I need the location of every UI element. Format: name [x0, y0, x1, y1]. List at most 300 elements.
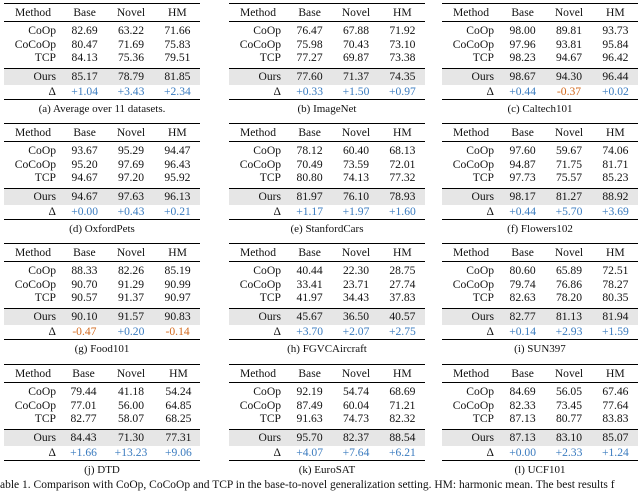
score-cell: 23.71 [342, 277, 370, 291]
score-cell: 79.51 [164, 51, 191, 65]
delta-cell: +5.70 [545, 205, 593, 220]
column-header: Novel [107, 124, 155, 142]
score-cell: 37.83 [389, 291, 416, 305]
method-name: Ours [229, 68, 287, 85]
ours-row [4, 68, 200, 85]
score-cell: 67.88 [342, 24, 370, 38]
score-cell: 82.63 [509, 291, 536, 305]
score-cell: 77.64 [602, 398, 629, 412]
score-cell: 94.47 [164, 144, 191, 158]
results-panel [442, 3, 638, 117]
score-cell: 68.25 [165, 412, 192, 426]
results-table [442, 364, 638, 461]
score-cell: 60.04 [342, 398, 370, 412]
baseline-row [229, 142, 425, 158]
score-cell: 87.13 [500, 429, 545, 446]
header-row [4, 4, 200, 22]
header-row [442, 124, 638, 142]
baseline-row [442, 38, 638, 52]
score-cell: 81.97 [287, 188, 332, 205]
score-cell: 91.37 [117, 291, 145, 305]
score-cell: 79.44 [70, 385, 97, 399]
delta-cell: +0.21 [155, 205, 200, 220]
results-table [4, 123, 200, 220]
column-header: Method [4, 4, 62, 22]
score-cell: 73.45 [555, 398, 583, 412]
delta-cell: +1.04 [62, 85, 107, 100]
ours-row [442, 188, 638, 205]
method-name: CoCoOp [14, 157, 56, 171]
results-table [4, 243, 200, 340]
header-row [229, 124, 425, 142]
baseline-row [442, 171, 638, 188]
delta-cell: +0.00 [62, 205, 107, 220]
delta-row [442, 325, 638, 340]
score-cell: 91.63 [296, 412, 323, 426]
header-row [442, 244, 638, 262]
score-cell: 89.81 [555, 24, 583, 38]
delta-label: Δ [4, 205, 62, 220]
score-cell: 75.83 [164, 37, 191, 51]
baseline-row [4, 383, 200, 399]
method-name: TCP [472, 51, 494, 65]
score-cell: 85.23 [602, 171, 629, 185]
column-header: HM [155, 244, 200, 262]
baseline-row [4, 171, 200, 188]
score-cell: 98.67 [500, 68, 545, 85]
score-cell: 85.19 [164, 264, 191, 278]
column-header: Base [500, 244, 545, 262]
baseline-row [229, 412, 425, 429]
column-header: Base [287, 4, 332, 22]
column-header: HM [155, 124, 200, 142]
column-header: Method [442, 244, 500, 262]
score-cell: 85.17 [62, 68, 107, 85]
method-name: TCP [472, 171, 494, 185]
method-name: CoCoOp [239, 37, 281, 51]
delta-label: Δ [442, 325, 500, 340]
score-cell: 90.83 [155, 308, 200, 325]
score-cell: 88.33 [71, 264, 98, 278]
column-header: Novel [332, 4, 380, 22]
column-header: Method [4, 365, 62, 383]
score-cell: 56.05 [555, 385, 583, 399]
method-name: Ours [4, 429, 62, 446]
column-header: Method [229, 4, 287, 22]
score-cell: 68.13 [389, 144, 416, 158]
score-cell: 79.74 [509, 277, 536, 291]
delta-cell: +2.07 [332, 325, 380, 340]
method-name: Ours [4, 68, 62, 85]
column-header: HM [157, 365, 200, 383]
delta-cell: +3.70 [287, 325, 332, 340]
score-cell: 82.69 [71, 24, 98, 38]
method-name: Ours [229, 188, 287, 205]
delta-cell: +2.34 [155, 85, 200, 100]
delta-cell: +0.33 [287, 85, 332, 100]
delta-cell: +0.97 [380, 85, 425, 100]
method-name: CoCoOp [239, 277, 281, 291]
column-header: HM [380, 124, 425, 142]
panel-caption: (f) Flowers102 [507, 222, 573, 235]
panel-caption: (l) UCF101 [514, 463, 566, 476]
baseline-row [229, 158, 425, 172]
delta-cell: +3.69 [593, 205, 638, 220]
delta-label: Δ [442, 85, 500, 100]
baseline-row [4, 22, 200, 38]
method-name: CoCoOp [14, 398, 56, 412]
method-name: CoOp [466, 264, 494, 278]
delta-cell: +0.43 [107, 205, 155, 220]
score-cell: 97.73 [509, 171, 536, 185]
baseline-row [4, 262, 200, 278]
ours-row [229, 188, 425, 205]
column-header: HM [380, 4, 425, 22]
score-cell: 27.74 [389, 277, 416, 291]
method-name: CoCoOp [14, 37, 56, 51]
method-name: CoCoOp [452, 277, 494, 291]
score-cell: 71.92 [389, 24, 416, 38]
score-cell: 84.13 [71, 51, 98, 65]
delta-label: Δ [229, 85, 287, 100]
delta-row [229, 325, 425, 340]
baseline-row [442, 291, 638, 308]
score-cell: 40.44 [296, 264, 323, 278]
delta-label: Δ [4, 325, 62, 340]
score-cell: 94.87 [509, 157, 536, 171]
score-cell: 65.89 [555, 264, 583, 278]
header-row [442, 4, 638, 22]
baseline-row [229, 383, 425, 399]
score-cell: 94.67 [555, 51, 583, 65]
score-cell: 40.57 [380, 308, 425, 325]
panel-caption: (b) ImageNet [297, 102, 357, 115]
method-name: Ours [442, 68, 500, 85]
header-row [4, 365, 200, 383]
method-name: CoOp [466, 385, 494, 399]
score-cell: 83.10 [545, 429, 593, 446]
delta-cell: +7.64 [332, 446, 380, 461]
baseline-row [4, 38, 200, 52]
ours-row [229, 68, 425, 85]
results-panel [442, 123, 638, 237]
delta-label: Δ [442, 205, 500, 220]
baseline-row [442, 51, 638, 68]
method-name: TCP [34, 171, 56, 185]
method-name: CoOp [28, 144, 56, 158]
results-table [442, 123, 638, 220]
method-name: CoCoOp [452, 37, 494, 51]
score-cell: 45.67 [287, 308, 332, 325]
score-cell: 97.20 [117, 171, 145, 185]
results-panel [4, 364, 200, 478]
delta-cell: +2.75 [380, 325, 425, 340]
baseline-row [229, 38, 425, 52]
method-name: Ours [229, 429, 287, 446]
delta-cell: +1.59 [593, 325, 638, 340]
score-cell: 95.84 [602, 37, 629, 51]
score-cell: 94.67 [71, 171, 98, 185]
panel-caption: (e) StanfordCars [290, 222, 364, 235]
results-table [229, 243, 425, 340]
baseline-row [442, 383, 638, 399]
header-row [229, 4, 425, 22]
score-cell: 73.59 [342, 157, 370, 171]
score-cell: 74.73 [342, 412, 370, 426]
score-cell: 78.12 [296, 144, 323, 158]
delta-cell: +0.00 [500, 446, 545, 461]
baseline-row [4, 51, 200, 68]
score-cell: 82.77 [70, 412, 97, 426]
column-header: Base [500, 124, 545, 142]
column-header: Base [287, 365, 332, 383]
method-name: TCP [259, 171, 281, 185]
results-panel [229, 123, 425, 237]
score-cell: 94.30 [545, 68, 593, 85]
score-cell: 73.10 [389, 37, 416, 51]
score-cell: 97.96 [509, 37, 536, 51]
ours-row [229, 308, 425, 325]
delta-label: Δ [229, 446, 287, 461]
baseline-row [442, 22, 638, 38]
score-cell: 59.67 [555, 144, 583, 158]
score-cell: 76.47 [296, 24, 323, 38]
score-cell: 96.13 [155, 188, 200, 205]
panel-caption: (d) OxfordPets [69, 222, 135, 235]
method-name: CoCoOp [239, 157, 281, 171]
column-header: Novel [107, 244, 155, 262]
score-cell: 54.24 [165, 385, 192, 399]
method-name: CoOp [253, 24, 281, 38]
score-cell: 82.77 [500, 308, 545, 325]
score-cell: 95.92 [164, 171, 191, 185]
baseline-row [229, 399, 425, 413]
panel-caption: (h) FGVCAircraft [287, 342, 367, 355]
score-cell: 74.35 [380, 68, 425, 85]
score-cell: 83.83 [602, 412, 629, 426]
score-cell: 58.07 [117, 412, 145, 426]
baseline-row [4, 278, 200, 292]
column-header: Method [442, 365, 500, 383]
results-table [4, 364, 200, 461]
baseline-row [442, 412, 638, 429]
score-cell: 67.46 [602, 385, 629, 399]
score-cell: 80.80 [296, 171, 323, 185]
panel-caption: (g) Food101 [74, 342, 130, 355]
score-cell: 74.06 [602, 144, 629, 158]
score-cell: 80.77 [555, 412, 583, 426]
score-cell: 90.97 [164, 291, 191, 305]
score-cell: 77.32 [389, 171, 416, 185]
score-cell: 75.57 [555, 171, 583, 185]
score-cell: 82.32 [389, 412, 416, 426]
results-table [442, 3, 638, 100]
method-name: CoOp [28, 264, 56, 278]
delta-cell: +1.66 [62, 446, 105, 461]
score-cell: 87.49 [296, 398, 323, 412]
method-name: TCP [472, 291, 494, 305]
delta-cell: +0.14 [500, 325, 545, 340]
score-cell: 98.00 [509, 24, 536, 38]
delta-cell: +9.06 [157, 446, 200, 461]
score-cell: 82.37 [332, 429, 380, 446]
results-table [4, 3, 200, 100]
delta-cell: -0.37 [545, 85, 593, 100]
score-cell: 80.47 [71, 37, 98, 51]
method-name: CoOp [253, 264, 281, 278]
column-header: Method [4, 124, 62, 142]
column-header: Base [287, 244, 332, 262]
score-cell: 77.01 [70, 398, 97, 412]
table-caption: able 1. Comparison with CoOp, CoCoOp and TCP in the base-to-novel generalization setting. HM: harmonic mean. The best results f [0, 479, 615, 491]
score-cell: 34.43 [342, 291, 370, 305]
score-cell: 96.42 [602, 51, 629, 65]
score-cell: 96.43 [164, 157, 191, 171]
delta-cell: +3.43 [107, 85, 155, 100]
method-name: CoOp [253, 385, 281, 399]
results-table [442, 243, 638, 340]
baseline-row [442, 262, 638, 278]
delta-label: Δ [442, 446, 500, 461]
results-table [229, 123, 425, 220]
header-row [229, 244, 425, 262]
score-cell: 97.69 [117, 157, 145, 171]
baseline-row [442, 158, 638, 172]
column-header: Base [500, 365, 545, 383]
delta-cell: +1.24 [593, 446, 638, 461]
delta-label: Δ [229, 325, 287, 340]
method-name: TCP [34, 51, 56, 65]
score-cell: 60.40 [342, 144, 370, 158]
score-cell: 78.93 [380, 188, 425, 205]
results-panel [4, 243, 200, 357]
delta-row [4, 205, 200, 220]
delta-row [229, 205, 425, 220]
score-cell: 80.35 [602, 291, 629, 305]
ours-row [442, 429, 638, 446]
method-name: Ours [4, 188, 62, 205]
score-cell: 71.37 [332, 68, 380, 85]
header-row [229, 365, 425, 383]
delta-label: Δ [4, 85, 62, 100]
column-header: HM [593, 4, 638, 22]
column-header: Method [4, 244, 62, 262]
column-header: HM [380, 365, 425, 383]
method-name: CoOp [28, 24, 56, 38]
method-name: Ours [4, 308, 62, 325]
delta-row [229, 446, 425, 461]
score-cell: 70.49 [296, 157, 323, 171]
panel-caption: (c) Caltech101 [507, 102, 573, 115]
score-cell: 71.30 [105, 429, 157, 446]
score-cell: 88.54 [380, 429, 425, 446]
method-name: TCP [34, 412, 56, 426]
method-name: Ours [442, 308, 500, 325]
ours-row [229, 429, 425, 446]
delta-cell: +13.23 [105, 446, 157, 461]
baseline-row [229, 22, 425, 38]
score-cell: 82.33 [509, 398, 536, 412]
baseline-row [442, 278, 638, 292]
score-cell: 98.17 [500, 188, 545, 205]
score-cell: 77.31 [157, 429, 200, 446]
score-cell: 76.10 [332, 188, 380, 205]
method-name: CoCoOp [239, 398, 281, 412]
score-cell: 70.43 [342, 37, 370, 51]
column-header: Method [229, 124, 287, 142]
baseline-row [4, 291, 200, 308]
method-name: CoCoOp [14, 277, 56, 291]
results-panel [4, 123, 200, 237]
score-cell: 56.00 [117, 398, 145, 412]
method-name: Ours [442, 188, 500, 205]
results-table [229, 3, 425, 100]
score-cell: 64.85 [165, 398, 192, 412]
score-cell: 76.86 [555, 277, 583, 291]
ours-row [4, 188, 200, 205]
score-cell: 92.19 [296, 385, 323, 399]
score-cell: 90.57 [71, 291, 98, 305]
score-cell: 93.73 [602, 24, 629, 38]
column-header: Novel [105, 365, 157, 383]
score-cell: 77.27 [296, 51, 323, 65]
method-name: TCP [34, 291, 56, 305]
baseline-row [229, 51, 425, 68]
score-cell: 28.75 [389, 264, 416, 278]
delta-cell: +4.07 [287, 446, 332, 461]
score-cell: 22.30 [342, 264, 370, 278]
score-cell: 74.13 [342, 171, 370, 185]
score-cell: 85.07 [593, 429, 638, 446]
ours-row [442, 68, 638, 85]
delta-row [442, 205, 638, 220]
baseline-row [442, 399, 638, 413]
score-cell: 91.29 [117, 277, 145, 291]
column-header: Method [442, 4, 500, 22]
score-cell: 41.97 [296, 291, 323, 305]
score-cell: 90.70 [71, 277, 98, 291]
delta-cell: +0.44 [500, 205, 545, 220]
column-header: Method [229, 365, 287, 383]
results-panel [229, 3, 425, 117]
score-cell: 78.27 [602, 277, 629, 291]
score-cell: 97.60 [509, 144, 536, 158]
header-row [442, 365, 638, 383]
score-cell: 54.74 [342, 385, 370, 399]
score-cell: 68.69 [389, 385, 416, 399]
score-cell: 88.92 [593, 188, 638, 205]
score-cell: 91.57 [107, 308, 155, 325]
score-cell: 81.85 [155, 68, 200, 85]
delta-cell: +2.93 [545, 325, 593, 340]
method-name: CoCoOp [452, 157, 494, 171]
score-cell: 95.29 [117, 144, 145, 158]
panel-caption: (a) Average over 11 datasets. [38, 102, 166, 115]
score-cell: 81.71 [602, 157, 629, 171]
score-cell: 97.63 [107, 188, 155, 205]
column-header: HM [593, 365, 638, 383]
delta-cell: +6.21 [380, 446, 425, 461]
score-cell: 84.69 [509, 385, 536, 399]
score-cell: 72.01 [389, 157, 416, 171]
method-name: TCP [259, 291, 281, 305]
score-cell: 95.70 [287, 429, 332, 446]
column-header: Base [62, 244, 107, 262]
results-panel [4, 3, 200, 117]
baseline-row [4, 399, 200, 413]
delta-row [229, 85, 425, 100]
score-cell: 71.66 [164, 24, 191, 38]
